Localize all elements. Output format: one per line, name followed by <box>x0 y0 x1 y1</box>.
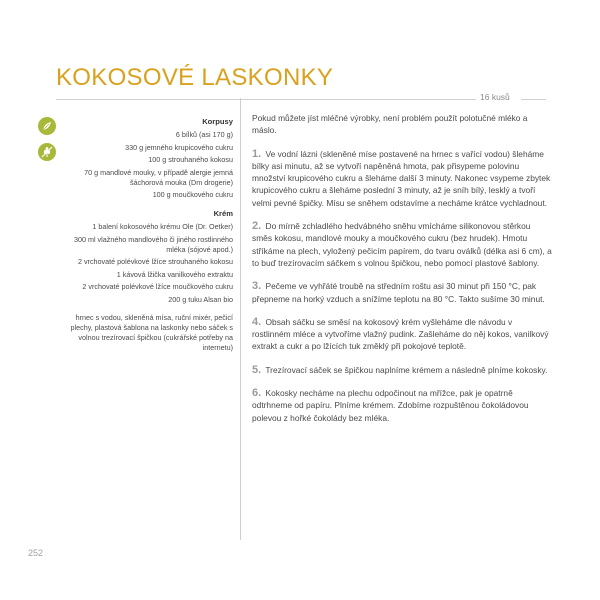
ingredient-item: 70 g mandlové mouky, v případě alergie jemná šáchorová mouka (Dm drogerie) <box>84 167 233 187</box>
recipe-title: KOKOSOVÉ LASKONKY <box>56 64 334 91</box>
page-number: 252 <box>28 548 44 558</box>
ingredient-item: 100 g moučkového cukru <box>152 190 233 200</box>
vegetarian-icon <box>38 117 56 135</box>
ingredient-item: 6 bílků (asi 170 g) <box>175 130 233 139</box>
step-number: 5. <box>252 363 262 376</box>
step-text: Trezírovací sáček se špičkou naplníme krémem a následně plníme kokosky. <box>265 364 548 375</box>
method-column <box>252 112 552 435</box>
method-step <box>252 220 552 269</box>
method-step <box>252 148 552 209</box>
step-text: Pečeme ve vyhřáté troubě na středním roštu asi 30 minut při 150 °C, pak přepneme na horký vzduch a snížíme teplotu na 80 °C. Takto sušíme 30 minut. <box>252 281 545 304</box>
ingredient-item: 2 vrchovaté polévkové lžíce moučkového cukru <box>82 282 233 292</box>
step-text: Obsah sáčku se směsí na kokosový krém vyšleháme dle návodu v rostlinném mléce a vytvoříme vlažný pudink. Zašleháme do něj kokos, vanilkový extrakt a cukr a po lžících tuk změklý při pokojové teplotě. <box>252 316 549 352</box>
ingredient-item: 330 g jemného krupicového cukru <box>125 142 233 152</box>
step-number: 3. <box>252 280 262 293</box>
shell-heading: Korpusy <box>202 117 233 126</box>
ingredient-item: 100 g strouhaného kokosu <box>148 155 233 165</box>
ingredient-item: 200 g tuku Alsan bio <box>168 294 233 304</box>
method-step <box>252 387 552 424</box>
step-number: 4. <box>252 315 262 328</box>
step-text: Do mírně zchladlého hedvábného sněhu vmícháme silikonovou stěrkou směs kokosu, mandlové mouky a moučkového cukru (bez hrudek). Hmotu stříkáme na plech, vyložený pečicím papírem, do tvaru oválků (délka asi 6 cm), a to buď trezírovacím sáčkem s volnou špičkou, nebo pomocí plastové šablony. <box>252 221 552 268</box>
title-divider <box>56 99 476 100</box>
ingredient-item: 1 kávová lžička vanilkového extraktu <box>116 269 233 279</box>
ingredient-item: 1 balení kokosového krému Ole (Dr. Oetker) <box>92 221 233 231</box>
servings-label: 16 kusů <box>480 92 510 102</box>
step-text: Kokosky necháme na plechu odpočinout na mřížce, pak je opatrně odtrhneme od papíru. Plníme krémem. Zdobíme rozpuštěnou čokoládovou polevou z hořké čokolády bez mléka. <box>252 388 529 423</box>
method-step <box>252 364 552 376</box>
ingredient-item: 2 vrchovaté polévkové lžíce strouhaného kokosu <box>77 257 233 267</box>
servings-divider <box>521 99 546 100</box>
column-divider <box>240 98 241 540</box>
method-step <box>252 280 552 305</box>
cream-heading: Krém <box>213 208 233 218</box>
step-number: 2. <box>252 220 262 233</box>
gluten-free-icon <box>38 143 56 161</box>
step-number: 6. <box>252 387 262 400</box>
step-number: 1. <box>252 147 262 160</box>
method-intro: Pokud můžete jíst mléčné výrobky, není problém použít polotučné mléko a máslo. <box>252 113 528 136</box>
ingredient-item: 300 ml vlažného mandlového či jiného rostlinného mléka (sójové apod.) <box>73 234 233 254</box>
method-step <box>252 316 552 353</box>
tools-list: hrnec s vodou, skleněná mísa, ruční mixér, pečicí plechy, plastová šablona na laskonky nebo sáček s volnou trezírovací špičkou (cukrářské potřeby na internetu) <box>70 312 233 352</box>
step-text: Ve vodní lázni (skleněné míse postavené na hrnec s vařící vodou) šleháme bílky asi minutu, až se vytvoří napěněná hmota, pak přisypeme polovinu množství krupicového cukru a šleháme další 3 minuty. Nakonec vsypeme zbytek krupicového cukru a šleháme poslední 3 minuty, až je sníh bílý, lesklý a tvoří velmi pevné špičky. Mísu se sněhem odstavíme a necháme krátce vychladnout. <box>252 148 551 208</box>
ingredients-column <box>60 117 233 353</box>
